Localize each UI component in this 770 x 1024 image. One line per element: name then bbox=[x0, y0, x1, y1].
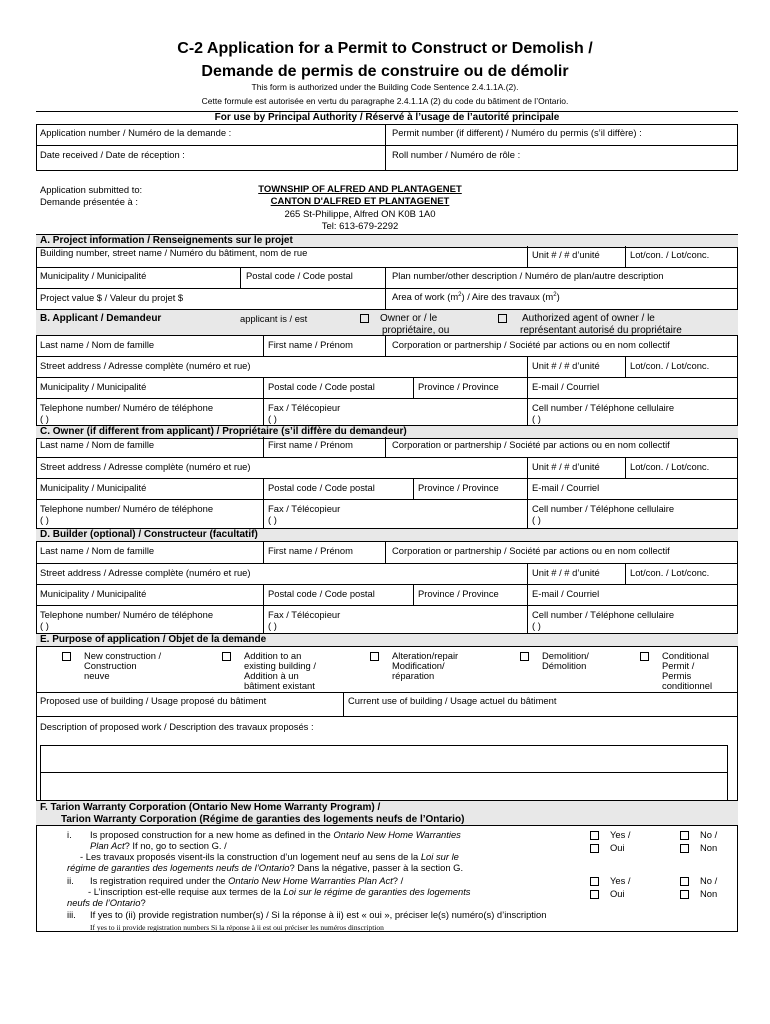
checkbox-icon bbox=[590, 844, 599, 853]
b-postal[interactable]: Postal code / Code postal bbox=[268, 381, 375, 392]
c-postal[interactable]: Postal code / Code postal bbox=[268, 482, 375, 493]
opt-text: Conditional bbox=[662, 650, 709, 661]
divider bbox=[413, 377, 414, 398]
divider bbox=[625, 563, 626, 584]
form-title-en: C-2 Application for a Permit to Construct or Demolish / bbox=[177, 40, 593, 57]
agent-label-fr: représentant autorisé du propriétaire bbox=[520, 325, 682, 336]
d-cell-area: ( ) bbox=[532, 620, 541, 631]
non-label: Non bbox=[700, 888, 718, 899]
divider bbox=[625, 356, 626, 377]
submitted-to-label: Application submitted to: bbox=[40, 184, 143, 195]
divider bbox=[36, 499, 738, 500]
c-first-name[interactable]: First name / Prénom bbox=[268, 439, 353, 450]
current-use-field[interactable]: Current use of building / Usage actuel du bâtiment bbox=[348, 695, 557, 706]
q-text: Ontario New Home Warranties bbox=[333, 829, 461, 840]
section-f-title: F. Tarion Warranty Corporation (Ontario New Home Warranty Program) / bbox=[40, 802, 381, 813]
divider bbox=[263, 437, 264, 457]
checkbox-icon bbox=[590, 890, 599, 899]
opt-text: Construction bbox=[84, 660, 137, 671]
opt-text: Addition to an bbox=[244, 650, 302, 661]
question-i-text-2 bbox=[90, 840, 227, 851]
yes-label: Yes / bbox=[610, 875, 631, 886]
checkbox-icon bbox=[680, 831, 689, 840]
divider bbox=[36, 605, 738, 606]
divider bbox=[36, 716, 738, 717]
q-text: Loi sur le bbox=[420, 851, 459, 862]
d-street[interactable]: Street address / Adresse complète (numéro et rue) bbox=[40, 567, 251, 578]
question-i-number: i. bbox=[67, 829, 72, 840]
divider bbox=[527, 478, 528, 528]
applicant-is-label: applicant is / est bbox=[240, 313, 308, 324]
area-text: ) / Aire des travaux (m bbox=[461, 291, 554, 303]
b-unit[interactable]: Unit # / # d’unité bbox=[532, 360, 600, 371]
c-cell[interactable]: Cell number / Téléphone cellulaire bbox=[532, 503, 675, 514]
c-cell-area: ( ) bbox=[532, 514, 541, 525]
question-ii-yes[interactable] bbox=[590, 875, 631, 886]
opt-text: réparation bbox=[392, 670, 435, 681]
authorization-en: This form is authorized under the Building Code Sentence 2.4.1.1A.(2). bbox=[251, 82, 519, 92]
q-text: neufs de l’Ontario bbox=[67, 897, 141, 908]
section-b-title: B. Applicant / Demandeur bbox=[40, 313, 162, 324]
application-number-field[interactable]: Application number / Numéro de la demande : bbox=[40, 127, 232, 138]
lot-field[interactable]: Lot/con. / Lot/conc. bbox=[630, 249, 710, 260]
opt-text: conditionnel bbox=[662, 680, 713, 691]
municipality-address: 265 St-Philippe, Alfred ON K0B 1A0 bbox=[284, 209, 436, 220]
d-fax[interactable]: Fax / Télécopieur bbox=[268, 609, 341, 620]
divider bbox=[625, 457, 626, 478]
b-street[interactable]: Street address / Adresse complète (numéro et rue) bbox=[40, 360, 251, 371]
description-label: Description of proposed work / Description des travaux proposés : bbox=[40, 721, 314, 732]
question-ii-number: ii. bbox=[67, 875, 74, 886]
area-sup: 2 bbox=[553, 292, 557, 298]
opt-text: Demolition/ bbox=[542, 650, 589, 661]
date-received-field[interactable]: Date received / Date de réception : bbox=[40, 149, 185, 160]
divider bbox=[385, 336, 386, 356]
oui-label: Oui bbox=[610, 842, 625, 853]
q-text: Loi sur le régime de garanties des logements bbox=[283, 886, 471, 897]
divider bbox=[527, 377, 528, 425]
section-e-header: E. Purpose of application / Objet de la demande bbox=[36, 633, 738, 647]
q-text: Is registration required under the bbox=[90, 875, 229, 886]
municipality-name: TOWNSHIP OF ALFRED AND PLANTAGENET bbox=[258, 184, 462, 195]
agent-checkbox[interactable] bbox=[498, 313, 655, 324]
checkbox-icon bbox=[590, 877, 599, 886]
divider bbox=[240, 267, 241, 288]
question-ii-oui bbox=[590, 888, 625, 899]
b-municipality[interactable]: Municipality / Municipalité bbox=[40, 381, 147, 392]
b-email[interactable]: E-mail / Courriel bbox=[532, 381, 600, 392]
project-municipality-field[interactable]: Municipality / Municipalité bbox=[40, 270, 147, 281]
opt-text: New construction / bbox=[84, 650, 162, 661]
divider bbox=[527, 584, 528, 633]
area-text: ) bbox=[556, 291, 560, 303]
checkbox-icon bbox=[520, 652, 529, 661]
question-ii-text-fr-2 bbox=[67, 897, 146, 908]
b-corporation[interactable]: Corporation or partnership / Société par actions ou en nom collectif bbox=[392, 339, 670, 350]
no-label: No / bbox=[700, 875, 718, 886]
authority-header: For use by Principal Authority / Réservé à l’usage de l’autorité principale bbox=[36, 112, 738, 125]
q-text: ? If no, go to section G. / bbox=[124, 840, 227, 851]
b-telephone[interactable]: Telephone number/ Numéro de téléphone bbox=[40, 402, 214, 413]
c-municipality[interactable]: Municipality / Municipalité bbox=[40, 482, 147, 493]
question-i-text-fr-2 bbox=[67, 862, 463, 873]
divider bbox=[36, 584, 738, 585]
checkbox-icon bbox=[680, 844, 689, 853]
divider bbox=[527, 356, 528, 377]
checkbox-icon bbox=[640, 652, 649, 661]
c-fax-area: ( ) bbox=[268, 514, 277, 525]
divider bbox=[36, 457, 738, 458]
section-f-header bbox=[36, 800, 738, 826]
question-iii-text: If yes to (ii) provide registration number(s) / Si la réponse à ii) est « oui », préciser le(s) numéro(s) d’inscription bbox=[90, 909, 547, 920]
q-text: - Les travaux proposés visent-ils la construction d’un logement neuf au sens de la bbox=[80, 851, 421, 862]
divider bbox=[263, 584, 264, 633]
divider bbox=[527, 563, 528, 584]
q-text: ? bbox=[140, 897, 146, 908]
question-i-yes[interactable] bbox=[590, 829, 631, 840]
municipality-phone: Tel: 613-679-2292 bbox=[321, 221, 399, 232]
question-i-oui bbox=[590, 842, 625, 853]
c-last-name[interactable]: Last name / Nom de famille bbox=[40, 439, 155, 450]
registration-number-field[interactable]: If yes to ii provide registration numbers Si la réponse à ii est oui préciser les numéros dinscription bbox=[90, 923, 384, 932]
q-text: Is proposed construction for a new home as defined in the bbox=[90, 829, 334, 840]
question-i-text-fr bbox=[80, 851, 459, 862]
b-cell-area: ( ) bbox=[532, 413, 541, 424]
divider bbox=[36, 692, 738, 693]
d-municipality[interactable]: Municipality / Municipalité bbox=[40, 588, 147, 599]
d-first-name[interactable]: First name / Prénom bbox=[268, 545, 353, 556]
q-text: ? / bbox=[392, 875, 404, 886]
registration-underline bbox=[503, 931, 728, 932]
d-fax-area: ( ) bbox=[268, 620, 277, 631]
c-email[interactable]: E-mail / Courriel bbox=[532, 482, 600, 493]
c-telephone[interactable]: Telephone number/ Numéro de téléphone bbox=[40, 503, 214, 514]
proposed-use-field[interactable]: Proposed use of building / Usage proposé du bâtiment bbox=[40, 695, 267, 706]
checkbox-icon bbox=[498, 314, 507, 323]
opt-text: neuve bbox=[84, 670, 110, 681]
divider bbox=[36, 267, 738, 268]
area-text: Area of work (m bbox=[392, 291, 459, 303]
divider bbox=[36, 398, 738, 399]
divider bbox=[263, 336, 264, 356]
q-text: Ontario New Home Warranties Plan Act bbox=[228, 875, 393, 886]
c-unit[interactable]: Unit # / # d’unité bbox=[532, 461, 600, 472]
unit-field[interactable]: Unit # / # d’unité bbox=[532, 249, 600, 260]
d-lot[interactable]: Lot/con. / Lot/conc. bbox=[630, 567, 710, 578]
agent-label: Authorized agent of owner / le bbox=[522, 313, 655, 324]
c-corporation[interactable]: Corporation or partnership / Société par actions ou en nom collectif bbox=[392, 439, 670, 450]
owner-label: Owner or / le bbox=[380, 313, 438, 324]
divider bbox=[385, 541, 386, 563]
q-text: régime de garanties des logements neufs de l’Ontario bbox=[67, 862, 290, 873]
divider bbox=[625, 246, 626, 267]
divider bbox=[263, 478, 264, 528]
divider bbox=[527, 246, 528, 267]
divider bbox=[385, 125, 386, 171]
c-telephone-area: ( ) bbox=[40, 514, 49, 525]
c-fax[interactable]: Fax / Télécopieur bbox=[268, 503, 341, 514]
question-i-no[interactable] bbox=[680, 829, 717, 840]
b-province[interactable]: Province / Province bbox=[418, 381, 499, 392]
permit-number-field[interactable]: Permit number (if different) / Numéro du permis (s’il diffère) : bbox=[392, 127, 642, 138]
d-telephone[interactable]: Telephone number/ Numéro de téléphone bbox=[40, 609, 214, 620]
b-last-name[interactable]: Last name / Nom de famille bbox=[40, 339, 155, 350]
checkbox-icon bbox=[360, 314, 369, 323]
question-i-non bbox=[680, 842, 717, 853]
divider bbox=[413, 478, 414, 499]
section-c-header: C. Owner (if different from applicant) / Propriétaire (s’il diffère du demandeur) bbox=[36, 425, 738, 439]
yes-label: Yes / bbox=[610, 829, 631, 840]
checkbox-icon bbox=[62, 652, 71, 661]
opt-text: Permis bbox=[662, 670, 692, 681]
roll-number-field[interactable]: Roll number / Numéro de rôle : bbox=[392, 149, 521, 160]
b-fax-area: ( ) bbox=[268, 413, 277, 424]
non-label: Non bbox=[700, 842, 718, 853]
divider bbox=[263, 541, 264, 563]
question-ii-text-fr bbox=[88, 886, 471, 897]
area-of-work-field[interactable] bbox=[392, 290, 560, 302]
project-value-field[interactable]: Project value $ / Valeur du projet $ bbox=[40, 292, 184, 303]
section-d-header: D. Builder (optional) / Constructeur (facultatif) bbox=[36, 528, 738, 542]
divider bbox=[40, 772, 728, 773]
owner-checkbox[interactable] bbox=[360, 313, 437, 324]
divider bbox=[385, 437, 386, 457]
b-telephone-area: ( ) bbox=[40, 413, 49, 424]
section-a-header: A. Project information / Renseignements sur le projet bbox=[36, 234, 738, 248]
checkbox-icon bbox=[590, 831, 599, 840]
b-first-name[interactable]: First name / Prénom bbox=[268, 339, 353, 350]
d-last-name[interactable]: Last name / Nom de famille bbox=[40, 545, 155, 556]
opt-text: Permit / bbox=[662, 660, 695, 671]
d-email[interactable]: E-mail / Courriel bbox=[532, 588, 600, 599]
divider bbox=[263, 377, 264, 425]
divider bbox=[36, 145, 738, 146]
divider bbox=[36, 478, 738, 479]
d-postal[interactable]: Postal code / Code postal bbox=[268, 588, 375, 599]
divider bbox=[343, 692, 344, 716]
owner-label-fr: propriétaire, ou bbox=[382, 325, 450, 336]
c-province[interactable]: Province / Province bbox=[418, 482, 499, 493]
plan-number-field[interactable]: Plan number/other description / Numéro de plan/autre description bbox=[392, 270, 664, 281]
checkbox-icon bbox=[370, 652, 379, 661]
question-iii-number: iii. bbox=[67, 909, 76, 920]
submitted-to-label-fr: Demande présentée à : bbox=[40, 196, 138, 207]
divider bbox=[36, 563, 738, 564]
b-cell[interactable]: Cell number / Téléphone cellulaire bbox=[532, 402, 675, 413]
c-lot[interactable]: Lot/con. / Lot/conc. bbox=[630, 461, 710, 472]
checkbox-icon bbox=[222, 652, 231, 661]
question-ii-no[interactable] bbox=[680, 875, 717, 886]
d-corporation[interactable]: Corporation or partnership / Société par actions ou en nom collectif bbox=[392, 545, 670, 556]
building-street-field[interactable]: Building number, street name / Numéro du bâtiment, nom de rue bbox=[40, 247, 308, 258]
checkbox-icon bbox=[680, 877, 689, 886]
question-ii-non bbox=[680, 888, 717, 899]
section-f-title-fr: Tarion Warranty Corporation (Régime de garanties des logements neufs de l’Ontario) bbox=[61, 814, 465, 825]
opt-text: Alteration/repair bbox=[392, 650, 459, 661]
q-text: Plan Act bbox=[90, 840, 125, 851]
question-ii-text bbox=[90, 875, 403, 886]
form-title-fr: Demande de permis de construire ou de démolir bbox=[201, 63, 569, 80]
divider bbox=[36, 356, 738, 357]
d-cell[interactable]: Cell number / Téléphone cellulaire bbox=[532, 609, 675, 620]
b-lot[interactable]: Lot/con. / Lot/conc. bbox=[630, 360, 710, 371]
divider bbox=[413, 584, 414, 605]
area-sup: 2 bbox=[458, 292, 462, 298]
opt-text: Modification/ bbox=[392, 660, 445, 671]
d-unit[interactable]: Unit # / # d’unité bbox=[532, 567, 600, 578]
opt-text: Démolition bbox=[542, 660, 587, 671]
d-telephone-area: ( ) bbox=[40, 620, 49, 631]
q-text: ? Dans la négative, passer à la section G. bbox=[289, 862, 464, 873]
checkbox-icon bbox=[680, 890, 689, 899]
description-textarea[interactable] bbox=[40, 745, 728, 801]
q-text: - L’inscription est-elle requise aux termes de la bbox=[88, 886, 284, 897]
divider bbox=[36, 377, 738, 378]
no-label: No / bbox=[700, 829, 718, 840]
opt-text: bâtiment existant bbox=[244, 680, 315, 691]
question-i-text bbox=[90, 829, 461, 840]
opt-text: Addition à un bbox=[244, 670, 299, 681]
opt-text: existing building / bbox=[244, 660, 316, 671]
b-fax[interactable]: Fax / Télécopieur bbox=[268, 402, 341, 413]
divider bbox=[527, 457, 528, 478]
c-street[interactable]: Street address / Adresse complète (numéro et rue) bbox=[40, 461, 251, 472]
authorization-fr: Cette formule est autorisée en vertu du paragraphe 2.4.1.1A (2) du code du bâtiment de l’Ontario. bbox=[201, 96, 569, 106]
divider bbox=[36, 288, 738, 289]
oui-label: Oui bbox=[610, 888, 625, 899]
project-postal-field[interactable]: Postal code / Code postal bbox=[246, 270, 353, 281]
d-province[interactable]: Province / Province bbox=[418, 588, 499, 599]
municipality-name-fr: CANTON D'ALFRED ET PLANTAGENET bbox=[270, 196, 450, 207]
